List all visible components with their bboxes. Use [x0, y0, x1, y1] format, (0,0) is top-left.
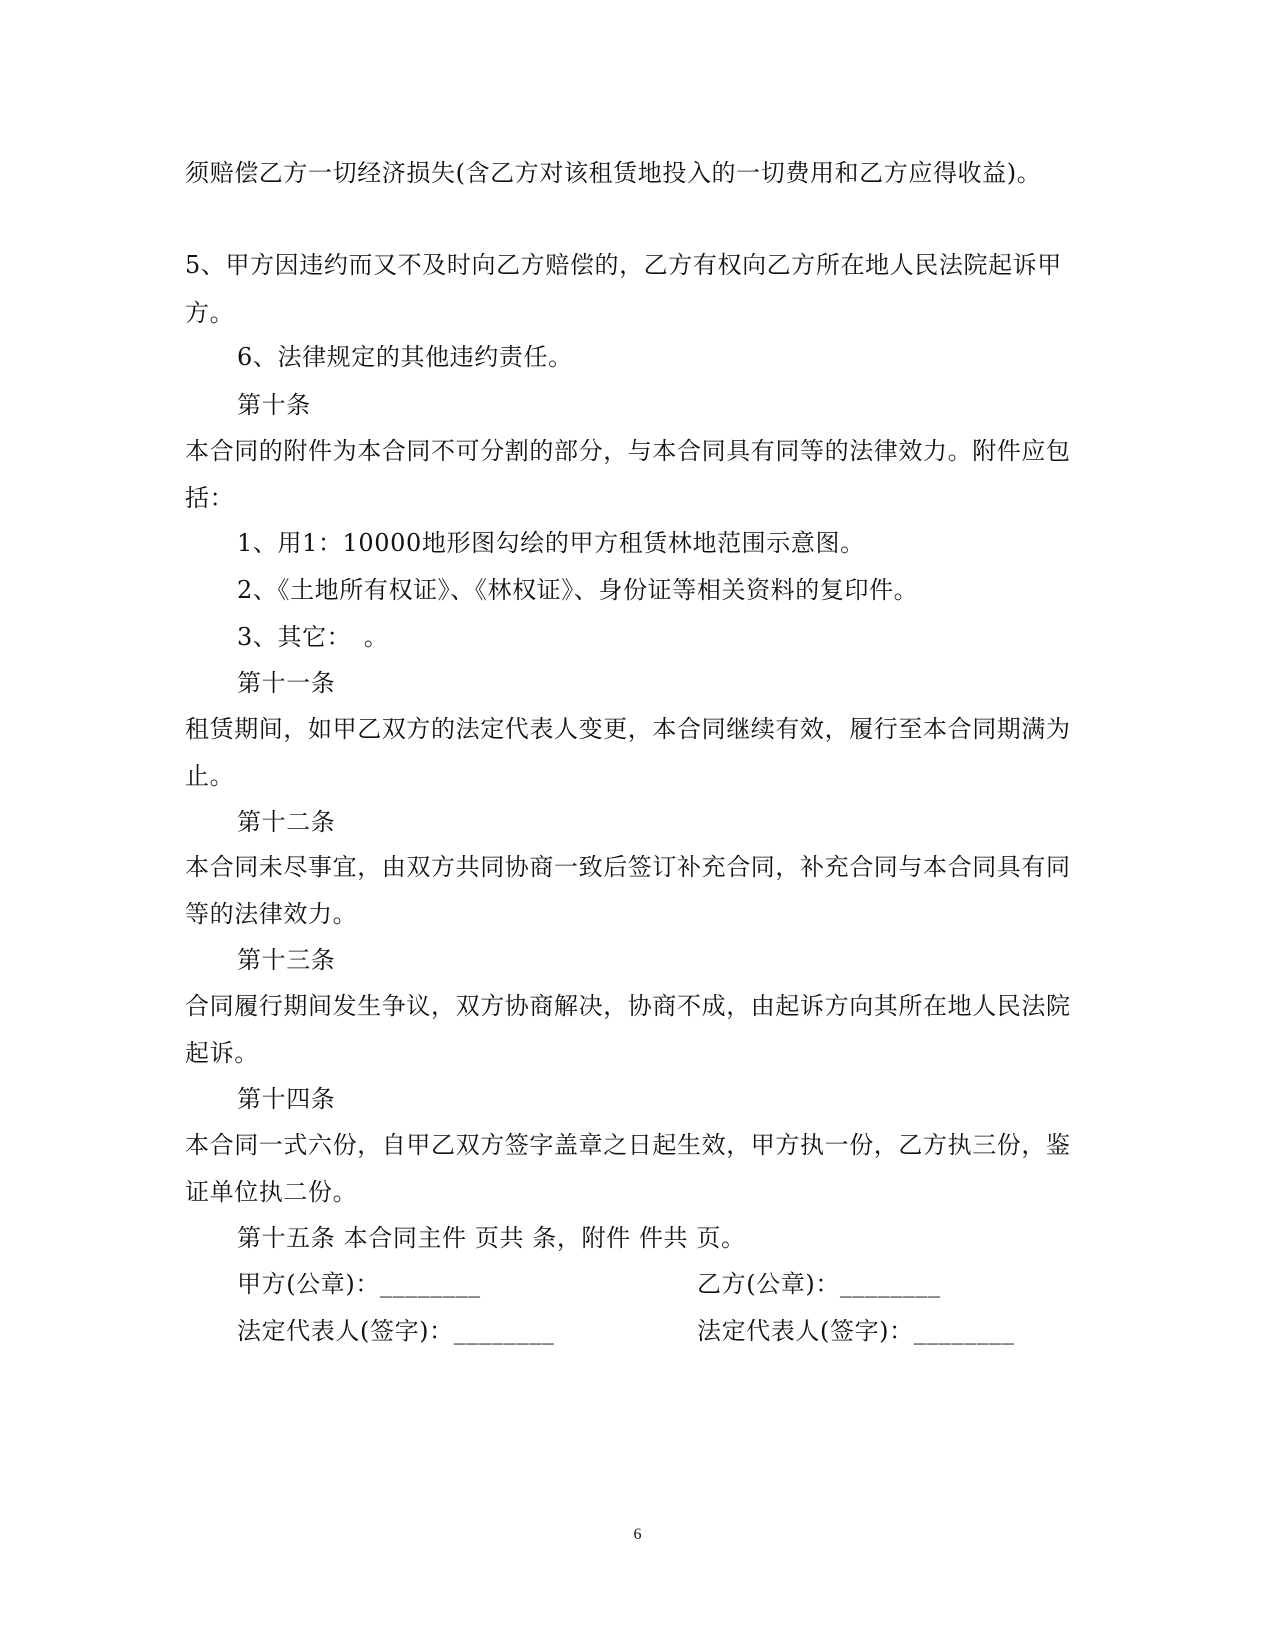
body-text-line: 本合同未尽事宜，由双方共同协商一致后签订补充合同，补充合同与本合同具有同 [185, 853, 1071, 881]
clause-item: 2、《土地所有权证》、《林权证》、身份证等相关资料的复印件。 [237, 576, 919, 604]
body-text-line: 等的法律效力。 [185, 900, 358, 928]
party-b-representative-field: 法定代表人(签字)：________ [697, 1317, 1015, 1345]
body-text-line: 本合同的附件为本合同不可分割的部分，与本合同具有同等的法律效力。附件应包 [185, 437, 1071, 465]
party-a-representative-field: 法定代表人(签字)：________ [237, 1317, 555, 1345]
article-heading: 第十三条 [237, 946, 336, 974]
clause-item: 1、用1：10000地形图勾绘的甲方租赁林地范围示意图。 [237, 529, 865, 557]
body-text-line: 括： [185, 484, 235, 512]
body-text-line: 证单位执二份。 [185, 1178, 358, 1206]
article-heading: 第十一条 [237, 669, 336, 697]
party-a-seal-field: 甲方(公章)：________ [237, 1270, 481, 1298]
article-heading: 第十五条 本合同主件 页共 条，附件 件共 页。 [237, 1224, 746, 1252]
article-heading: 第十二条 [237, 808, 336, 836]
page-number: 6 [633, 1526, 642, 1543]
body-text-line: 合同履行期间发生争议，双方协商解决，协商不成，由起诉方向其所在地人民法院 [185, 992, 1071, 1020]
clause-item: 5、甲方因违约而又不及时向乙方赔偿的，乙方有权向乙方所在地人民法院起诉甲 [185, 251, 1062, 279]
body-text-line: 起诉。 [185, 1039, 259, 1067]
clause-item: 3、其它： 。 [237, 623, 389, 651]
body-text-line: 本合同一式六份，自甲乙双方签字盖章之日起生效，甲方执一份，乙方执三份，鉴 [185, 1131, 1071, 1159]
body-text-line: 止。 [185, 762, 235, 790]
body-text-line: 租赁期间，如甲乙双方的法定代表人变更，本合同继续有效，履行至本合同期满为 [185, 715, 1071, 743]
article-heading: 第十四条 [237, 1085, 336, 1113]
party-b-seal-field: 乙方(公章)：________ [697, 1270, 941, 1298]
body-text-line: 方。 [185, 299, 235, 327]
body-text-line: 须赔偿乙方一切经济损失(含乙方对该租赁地投入的一切费用和乙方应得收益)。 [185, 159, 1042, 187]
article-heading: 第十条 [237, 391, 311, 419]
clause-item: 6、法律规定的其他违约责任。 [237, 343, 573, 371]
